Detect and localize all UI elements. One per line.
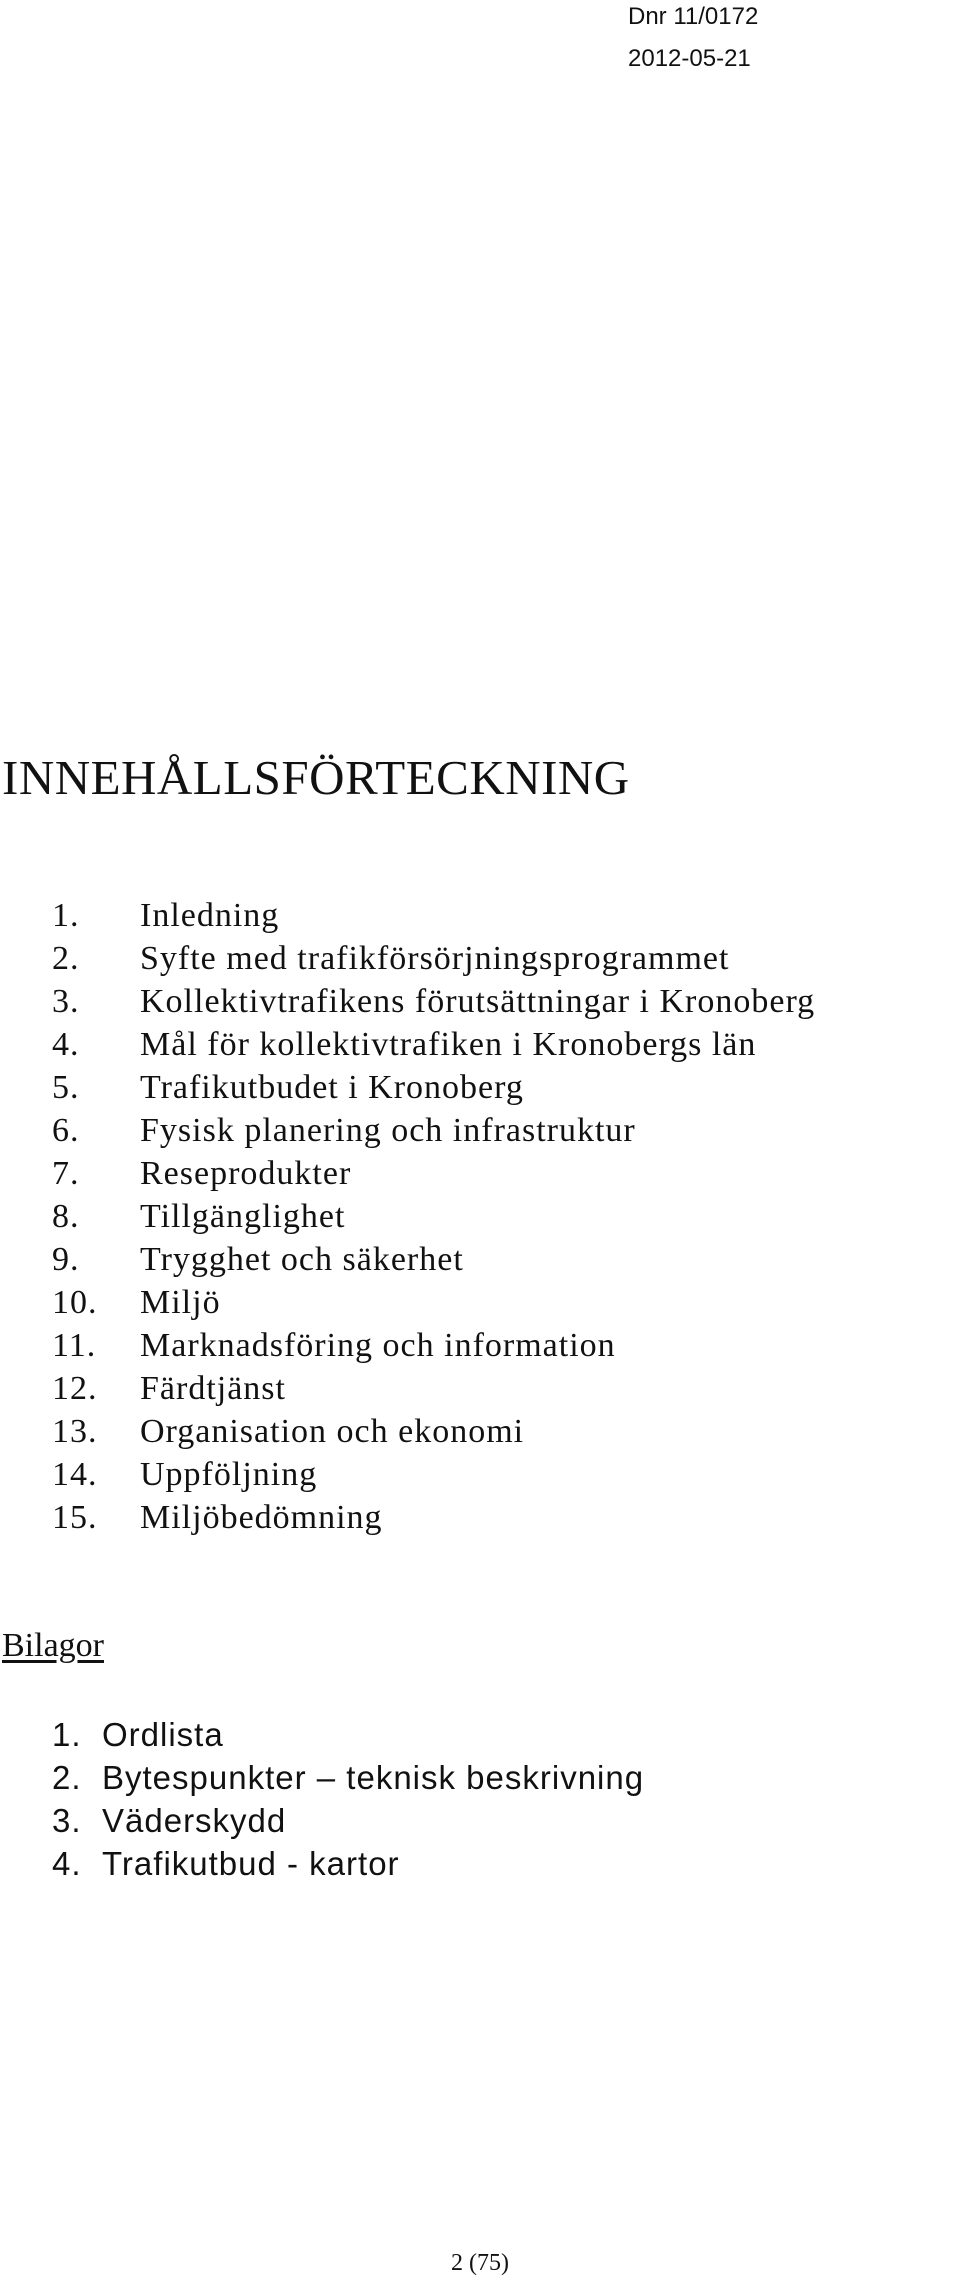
toc-item-number: 1. xyxy=(52,896,80,934)
toc-item-number: 8. xyxy=(52,1197,80,1235)
toc-item xyxy=(52,1238,952,1281)
toc-item xyxy=(52,894,952,937)
appendix-item-label: Ordlista xyxy=(102,1715,224,1753)
document-date: 2012-05-21 xyxy=(628,45,751,72)
toc-item-label: Miljö xyxy=(140,1283,221,1321)
toc-item xyxy=(52,1066,952,1109)
appendix-item-number: 2. xyxy=(52,1758,82,1796)
reference-number: Dnr 11/0172 xyxy=(628,3,759,30)
toc-item-label: Tillgänglighet xyxy=(140,1197,346,1235)
toc-item-number: 5. xyxy=(52,1068,80,1106)
toc-item-number: 10. xyxy=(52,1283,98,1321)
toc-item xyxy=(52,1152,952,1195)
toc-item-number: 13. xyxy=(52,1412,98,1450)
page-number-footer xyxy=(0,2248,960,2278)
toc-item xyxy=(52,1367,952,1410)
appendix-item-number: 3. xyxy=(52,1801,82,1839)
toc-item xyxy=(52,1453,952,1496)
toc-item-number: 6. xyxy=(52,1111,80,1149)
toc-item-label: Reseprodukter xyxy=(140,1154,352,1192)
toc-item xyxy=(52,1023,952,1066)
toc-item xyxy=(52,1324,952,1367)
toc-item xyxy=(52,937,952,980)
appendix-item-label: Väderskydd xyxy=(102,1801,287,1839)
appendix-item xyxy=(52,1756,952,1799)
table-of-contents xyxy=(52,894,952,1539)
toc-item xyxy=(52,1496,952,1539)
toc-item-label: Inledning xyxy=(140,896,280,934)
appendix-item-number: 1. xyxy=(52,1715,82,1753)
toc-item xyxy=(52,1281,952,1324)
toc-item-label: Miljöbedömning xyxy=(140,1498,383,1536)
toc-item-label: Marknadsföring och information xyxy=(140,1326,616,1364)
appendix-list xyxy=(52,1713,952,1885)
toc-item-label: Färdtjänst xyxy=(140,1369,286,1407)
toc-item-number: 15. xyxy=(52,1498,98,1536)
toc-item-label: Syfte med trafikförsörjningsprogrammet xyxy=(140,939,730,977)
toc-item xyxy=(52,1410,952,1453)
page-title: INNEHÅLLSFÖRTECKNING xyxy=(2,750,630,805)
toc-item-label: Uppföljning xyxy=(140,1455,318,1493)
toc-item-number: 7. xyxy=(52,1154,80,1192)
toc-item-label: Trygghet och säkerhet xyxy=(140,1240,464,1278)
toc-item-number: 3. xyxy=(52,982,80,1020)
toc-item-label: Mål för kollektivtrafiken i Kronobergs län xyxy=(140,1025,757,1063)
toc-item xyxy=(52,1109,952,1152)
appendix-item-number: 4. xyxy=(52,1844,82,1882)
toc-item-label: Organisation och ekonomi xyxy=(140,1412,525,1450)
appendix-item xyxy=(52,1713,952,1756)
toc-item-number: 4. xyxy=(52,1025,80,1063)
appendix-item xyxy=(52,1799,952,1842)
toc-item-label: Trafikutbudet i Kronoberg xyxy=(140,1068,524,1106)
toc-item-number: 12. xyxy=(52,1369,98,1407)
toc-item-label: Kollektivtrafikens förutsättningar i Kronoberg xyxy=(140,982,816,1020)
toc-item-number: 14. xyxy=(52,1455,98,1493)
appendix-item xyxy=(52,1842,952,1885)
toc-item-number: 9. xyxy=(52,1240,80,1278)
document-header xyxy=(628,0,948,76)
toc-item-number: 2. xyxy=(52,939,80,977)
page-number: 2 (75) xyxy=(451,2250,509,2276)
appendix-item-label: Bytespunkter – teknisk beskrivning xyxy=(102,1758,645,1796)
appendix-item-label: Trafikutbud - kartor xyxy=(102,1844,400,1882)
toc-item-number: 11. xyxy=(52,1326,97,1364)
toc-item xyxy=(52,1195,952,1238)
appendix-heading: Bilagor xyxy=(2,1627,104,1664)
toc-item-label: Fysisk planering och infrastruktur xyxy=(140,1111,636,1149)
toc-item xyxy=(52,980,952,1023)
